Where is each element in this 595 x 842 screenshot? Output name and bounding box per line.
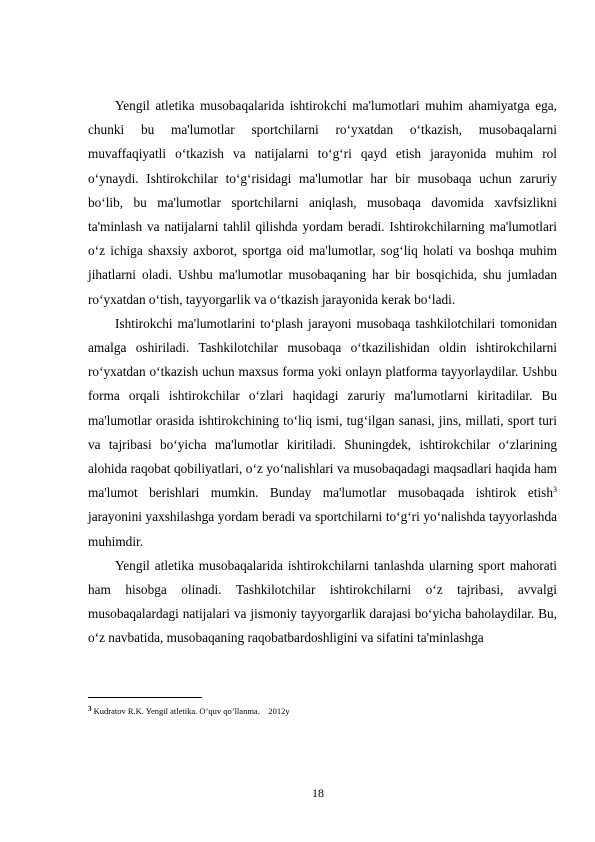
page-number: 18 — [312, 786, 324, 800]
paragraph-3: Yengil atletika musobaqalarida ishtirokchilarni tanlashda ularning sport mahorati ham hisobga olinadi. Tashkilotchilar ishtirokchilarni o‘z tajribasi, avvalgi musobaqalardagi natijalari va jismoniy tayyorgarlik darajasi bo‘yicha baholaydilar. Bu, o‘z navbatida, musobaqaning raqobatbardoshligini va sifatini ta'minlashga — [88, 557, 557, 646]
footnote — [88, 703, 290, 717]
footnote-reference[interactable]: 3 — [553, 485, 557, 495]
footnote-separator — [88, 697, 202, 698]
paragraph-2 — [88, 312, 557, 554]
body-text — [88, 94, 557, 651]
paragraph-1: Yengil atletika musobaqalarida ishtirokchi ma'lumotlari muhim ahamiyatga ega, chunki bu ma'lumotlar sportchilarni ro‘yxatdan o‘tkazish, musobaqalarni muvaffaqiyatli o‘tkazish va natijalarni to‘g‘ri qayd etish jarayonida muhim rol o‘ynaydi. Ishtirokchilar to‘g‘risidagi ma'lumotlar har bir musobaqa uchun zaruriy bo‘lib, bu ma'lumotlar sportchilarni aniqlash, musobaqa davomida xavfsizlikni ta'minlash va natijalarni tahlil qilishda yordam beradi. Ishtirokchilarning ma'lumotlari o‘z ichiga shaxsiy axborot, sportga oid ma'lumotlar, sog‘liq holati va boshqa muhim jihatlarni oladi. Ushbu ma'lumotlar musobaqaning har bir bosqichida, shu jumladan ro‘yxatdan o‘tish, tayyorgarlik va o‘tkazish jarayonida kerak bo‘ladi. — [88, 98, 557, 307]
paragraph-2-text-before-ref: Ishtirokchi ma'lumotlarini to‘plash jarayoni musobaqa tashkilotchilari tomonidan amalga oshiriladi. Tashkilotchilar musobaqa o‘tkazilishidan oldin ishtirokchilarni ro‘yxatdan o‘tkazish uchun maxsus forma yoki onlayn platforma tayyorlaydilar. Ushbu forma orqali ishtirokchilar o‘zlari haqidagi zaruriy ma'lumotlarni kiritadilar. Bu ma'lumotlar orasida ishtirokchining to‘liq ismi, tug‘ilgan sanasi, jins, millati, sport turi va tajribasi bo‘yicha ma'lumotlar kiritiladi. Shuningdek, ishtirokchilar o‘zlarining alohida raqobat qobiliyatlari, o‘z yo‘nalishlari va musobaqadagi maqsadlari haqida ham ma'lumot berishlari mumkin. Bunday ma'lumotlar musobaqada ishtirok etish — [88, 315, 557, 501]
footnote-number: 3 — [88, 705, 92, 713]
paragraph-2-text-after-ref: jarayonini yaxshilashga yordam beradi va sportchilarni to‘g‘ri yo‘nalishda tayyorlashda muhimdir. — [88, 509, 557, 549]
footnote-text: Kudratov R.K. Yengil atletika. O’quv qo’llanma. 2012y — [91, 706, 290, 716]
